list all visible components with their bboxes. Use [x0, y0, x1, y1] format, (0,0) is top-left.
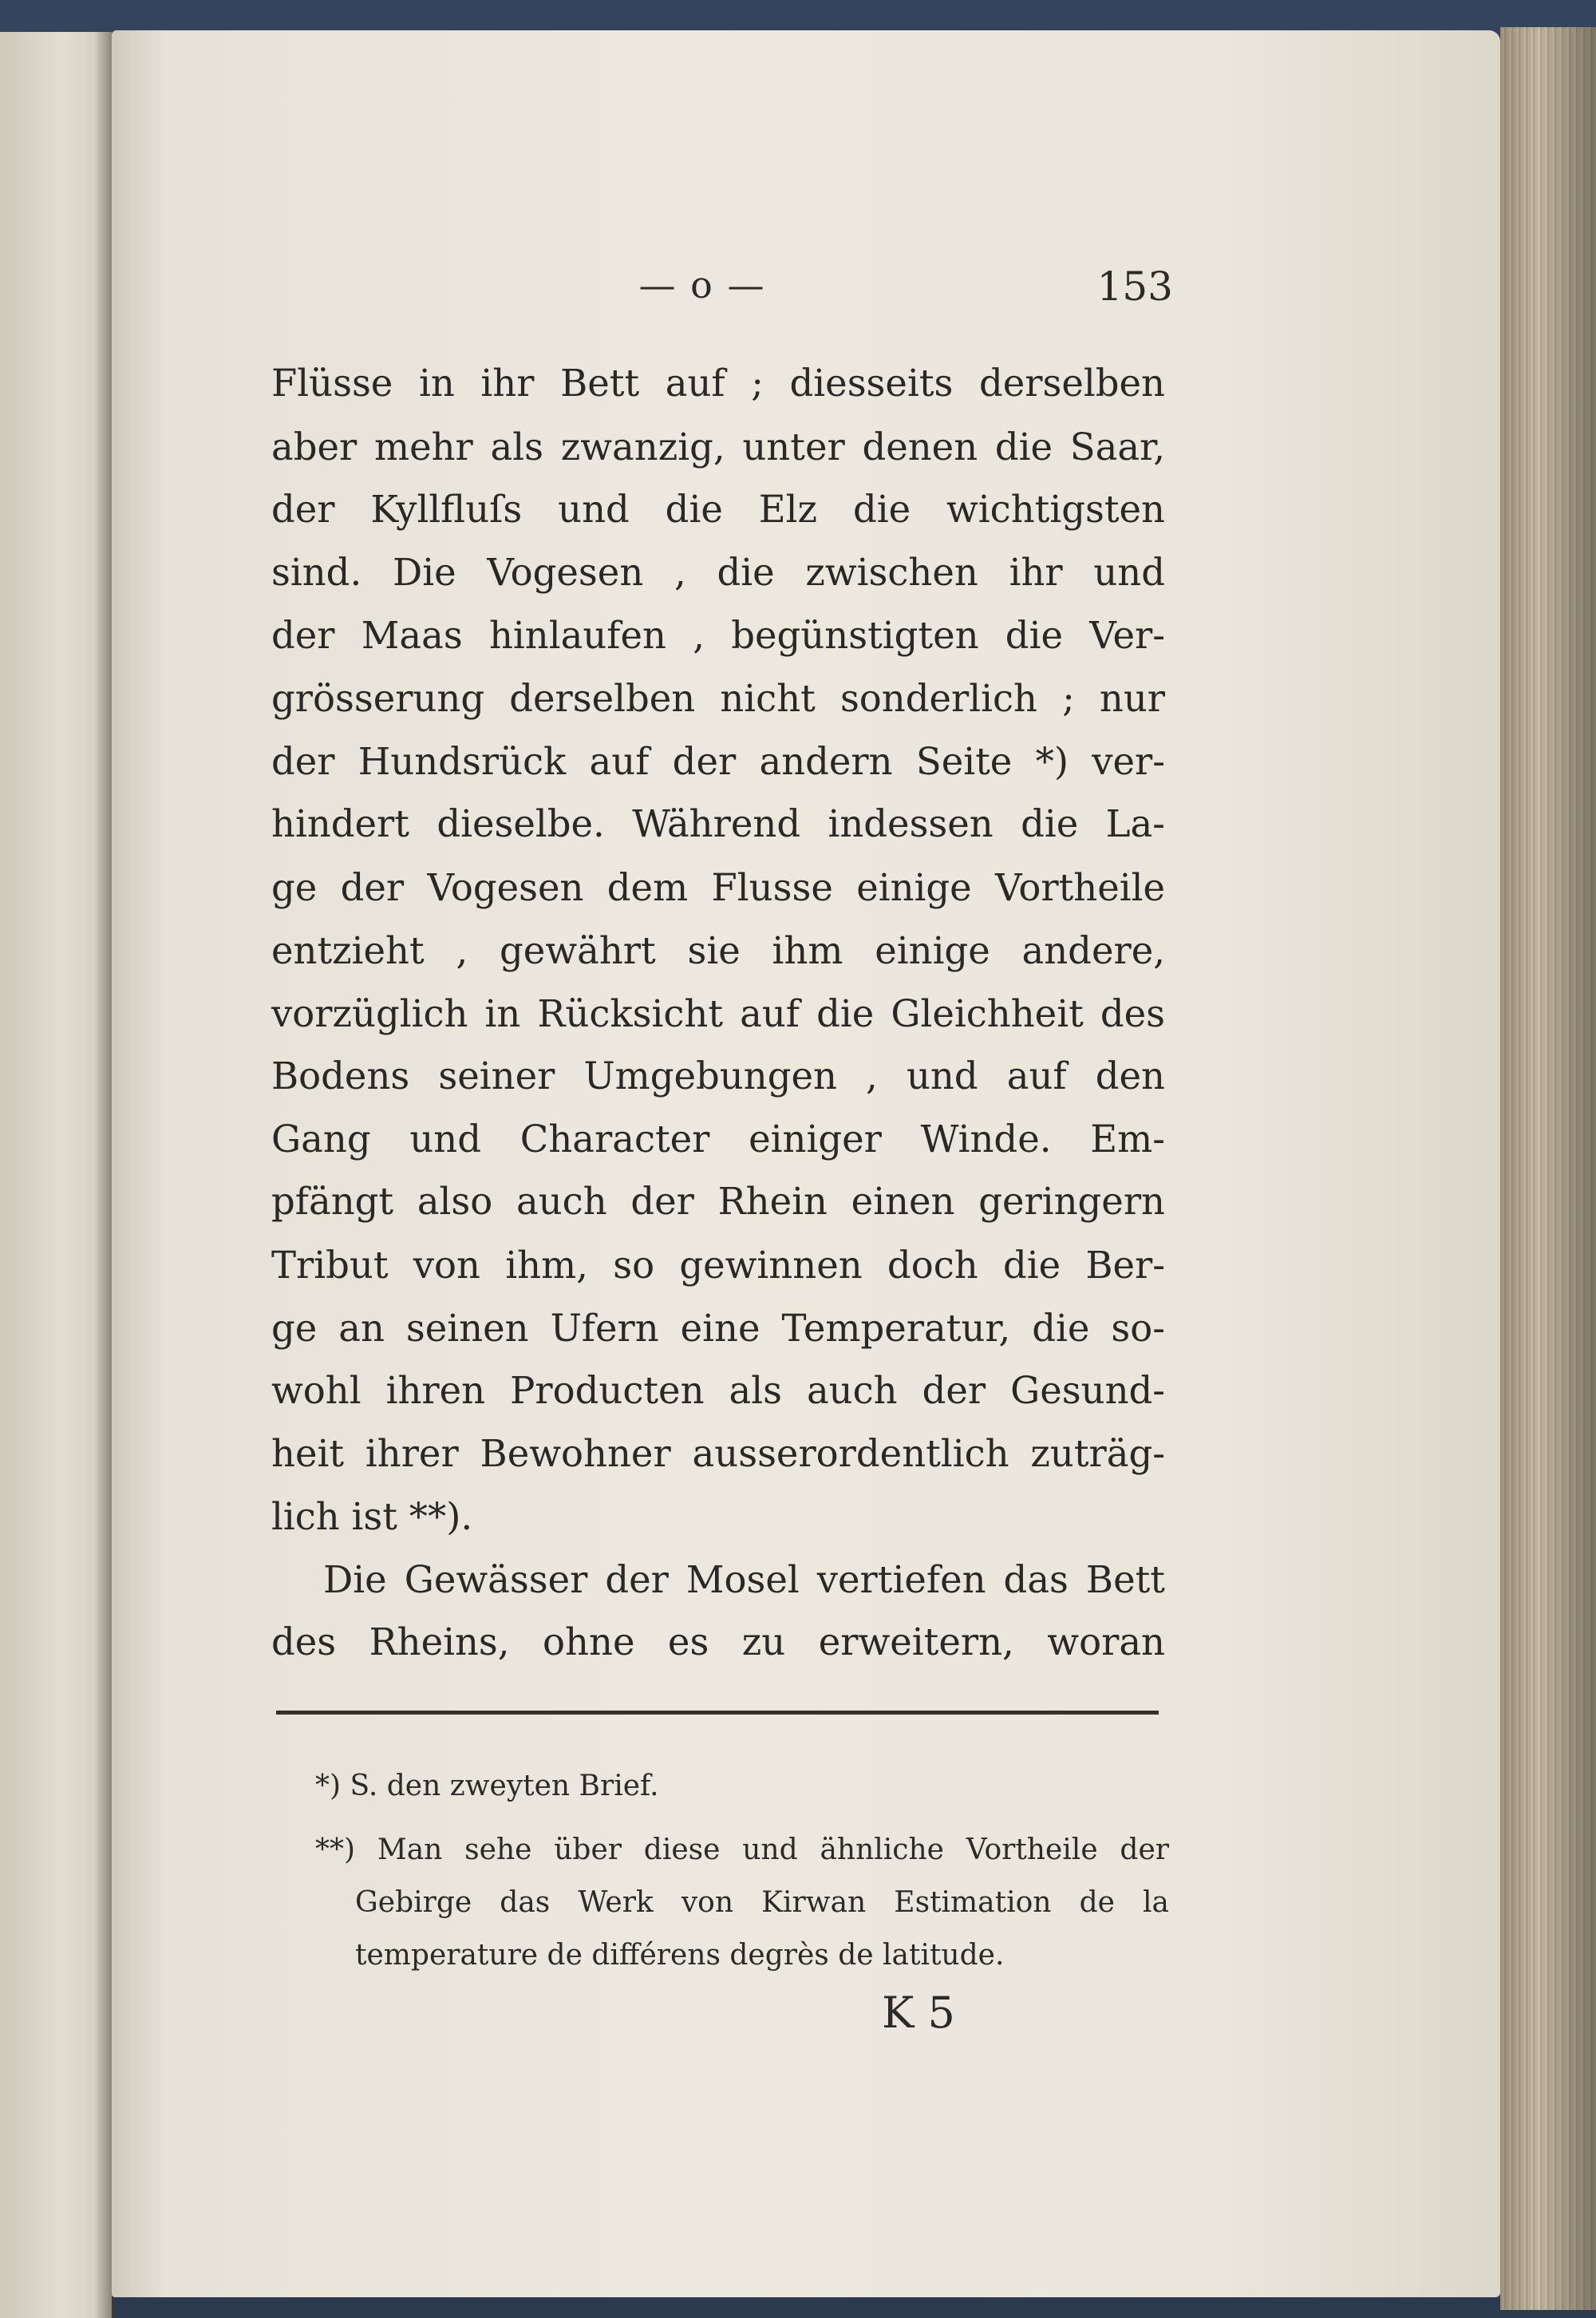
- footnote-2: **) Man sehe über diese und ähnliche Vortheile der: [315, 1833, 1169, 1866]
- body-line-paragraph-start: Die Gewässer der Mosel vertiefen das Bett: [323, 1558, 1165, 1601]
- page-block-shadow: [1500, 27, 1596, 2310]
- body-line: Bodens seiner Umgebungen , und auf den: [271, 1054, 1165, 1098]
- body-line: lich ist **).: [271, 1495, 473, 1538]
- running-head: — o —: [638, 263, 766, 307]
- footnote-1: *) S. den zweyten Brief.: [315, 1770, 659, 1802]
- footnote-2-continued: temperature de différens degrès de latitude.: [355, 1939, 1005, 1972]
- footnote-rule: [276, 1711, 1159, 1715]
- footnote-2-continued: Gebirge das Werk von Kirwan Estimation de la: [355, 1886, 1169, 1919]
- body-line: der Hundsrück auf der andern Seite *) ver-: [271, 740, 1165, 783]
- body-line: Gang und Character einiger Winde. Em-: [271, 1117, 1165, 1161]
- body-line: hindert dieselbe. Während indessen die La-: [271, 802, 1165, 845]
- body-line: pfängt also auch der Rhein einen geringern: [271, 1180, 1165, 1223]
- body-line: wohl ihren Producten als auch der Gesund-: [271, 1369, 1165, 1412]
- body-line: aber mehr als zwanzig, unter denen die Saar,: [271, 425, 1165, 469]
- body-line: grösserung derselben nicht sonderlich ; nur: [271, 677, 1165, 720]
- signature-mark: K 5: [882, 1988, 955, 2038]
- body-line: entzieht , gewährt sie ihm einige andere,: [271, 929, 1165, 972]
- body-line: der Maas hinlaufen , begünstigten die Ver-: [271, 614, 1165, 657]
- body-line: ge an seinen Ufern eine Temperatur, die so-: [271, 1307, 1165, 1350]
- body-line: Flüsse in ihr Bett auf ; diesseits derselben: [271, 362, 1165, 405]
- body-line: des Rheins, ohne es zu erweitern, woran: [271, 1620, 1165, 1663]
- body-line: der Kyllfluſs und die Elz die wichtigsten: [271, 488, 1165, 531]
- body-line: ge der Vogesen dem Flusse einige Vortheile: [271, 866, 1165, 909]
- body-line: sind. Die Vogesen , die zwischen ihr und: [271, 551, 1165, 594]
- body-line: heit ihrer Bewohner ausserordentlich zuträg-: [271, 1432, 1165, 1475]
- body-line: vorzüglich in Rücksicht auf die Gleichheit des: [271, 992, 1165, 1035]
- body-line: Tribut von ihm, so gewinnen doch die Ber-: [271, 1244, 1165, 1287]
- page-number: 153: [1096, 263, 1173, 310]
